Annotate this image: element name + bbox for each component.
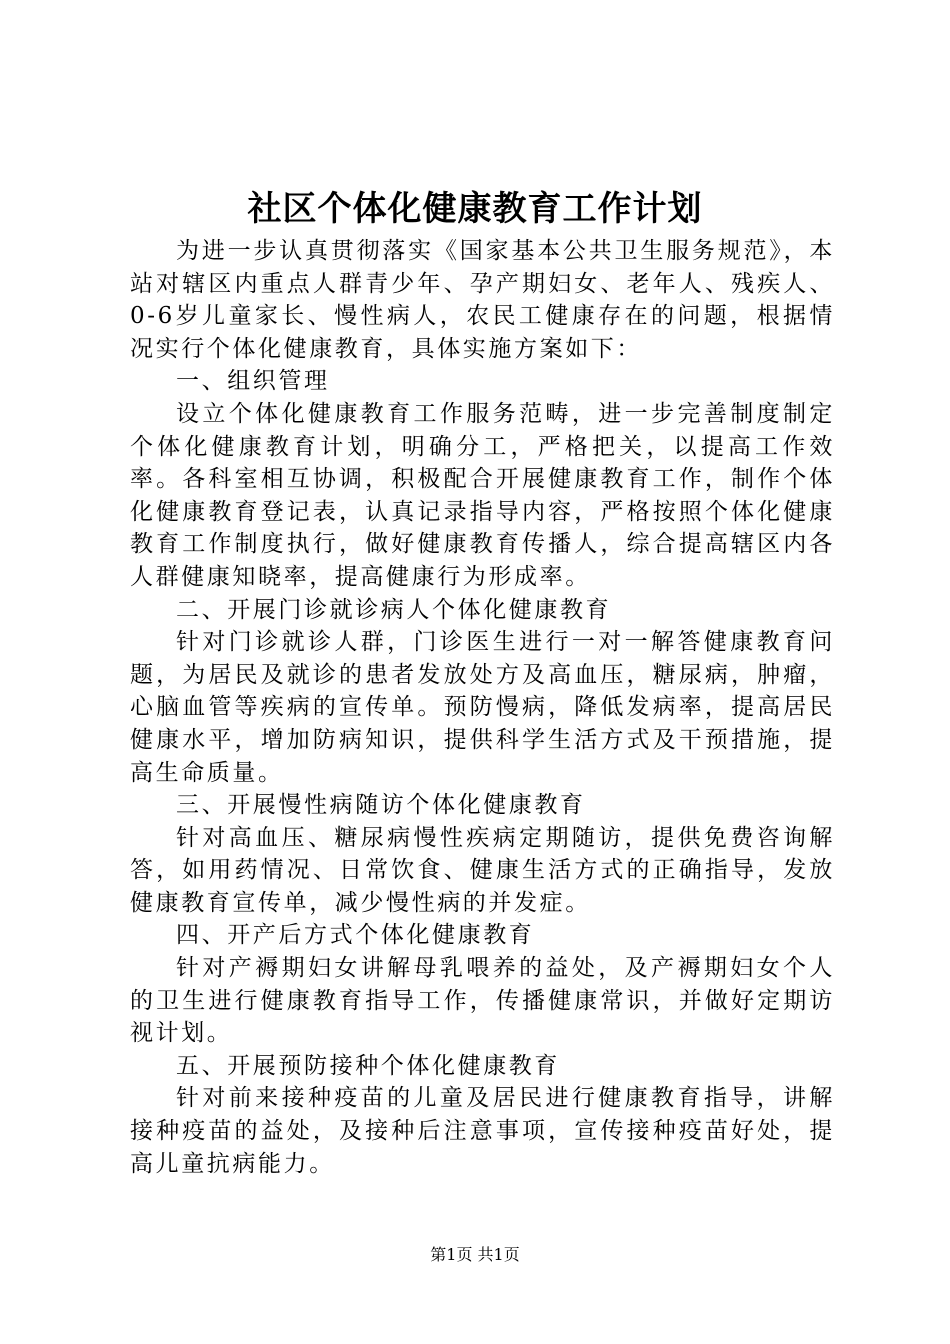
document-title: 社区个体化健康教育工作计划 bbox=[247, 189, 703, 229]
section-paragraph-5: 针对前来接种疫苗的儿童及居民进行健康教育指导，讲解接种疫苗的益处，及接种后注意事项，宣传接种疫苗好处，提高儿童抗病能力。 bbox=[130, 1085, 835, 1177]
section-heading-3: 三、开展慢性病随访个体化健康教育 bbox=[176, 792, 586, 819]
section-heading-5: 五、开展预防接种个体化健康教育 bbox=[176, 1052, 560, 1079]
section-paragraph-4: 针对产褥期妇女讲解母乳喂养的益处，及产褥期妇女个人的卫生进行健康教育指导工作，传播健康常识，并做好定期访视计划。 bbox=[130, 955, 835, 1047]
page-number-footer: 第1页 共1页 bbox=[430, 1245, 520, 1264]
intro-paragraph: 为进一步认真贯彻落实《国家基本公共卫生服务规范》，本站对辖区内重点人群青少年、孕产期妇女、老年人、残疾人、0-6岁儿童家长、慢性病人，农民工健康存在的问题，根据情况实行个体化健康教育，具体实施方案如下： bbox=[130, 238, 835, 362]
section-heading-4: 四、开产后方式个体化健康教育 bbox=[176, 922, 535, 949]
section-heading-2: 二、开展门诊就诊病人个体化健康教育 bbox=[176, 596, 612, 623]
section-heading-1: 一、组织管理 bbox=[176, 368, 330, 395]
section-paragraph-3: 针对高血压、糖尿病慢性疾病定期随访，提供免费咨询解答，如用药情况、日常饮食、健康生活方式的正确指导，发放健康教育宣传单，减少慢性病的并发症。 bbox=[130, 824, 835, 916]
document-body bbox=[130, 235, 835, 1180]
section-paragraph-2: 针对门诊就诊人群，门诊医生进行一对一解答健康教育问题，为居民及就诊的患者发放处方及高血压，糖尿病，肿瘤，心脑血管等疾病的宣传单。预防慢病，降低发病率，提高居民健康水平，增加防病知识，提供科学生活方式及干预措施，提高生命质量。 bbox=[130, 629, 835, 786]
section-paragraph-1: 设立个体化健康教育工作服务范畴，进一步完善制度制定个体化健康教育计划，明确分工，严格把关，以提高工作效率。各科室相互协调，积极配合开展健康教育工作，制作个体化健康教育登记表，认真记录指导内容，严格按照个体化健康教育工作制度执行，做好健康教育传播人，综合提高辖区内各人群健康知晓率，提高健康行为形成率。 bbox=[130, 400, 835, 590]
